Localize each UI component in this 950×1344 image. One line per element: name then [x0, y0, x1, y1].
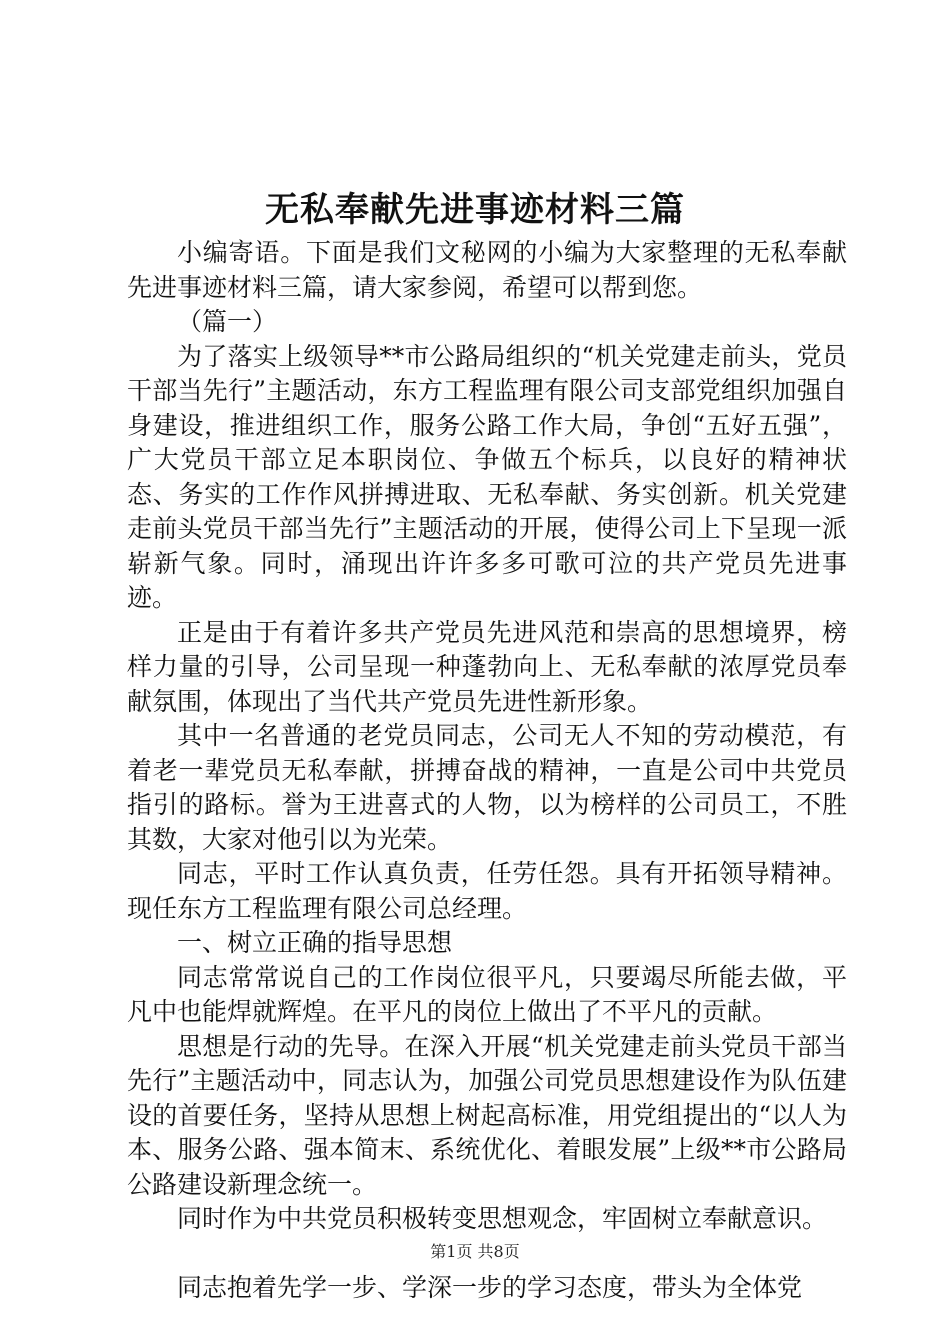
paragraph-4: 同志，平时工作认真负责，任劳任怨。具有开拓领导精神。现任东方工程监理有限公司总经理。	[127, 859, 847, 923]
paragraph-7: 同时作为中共党员积极转变思想观念，牢固树立奉献意识。	[177, 1204, 828, 1233]
document-body	[127, 236, 847, 1306]
paragraph-2: 正是由于有着许多共产党员先进风范和崇高的思想境界，榜样力量的引导，公司呈现一种蓬勃向上、无私奉献的浓厚党员奉献氛围，体现出了当代共产党员先进性新形象。	[127, 617, 847, 716]
paragraph-intro: 小编寄语。下面是我们文秘网的小编为大家整理的无私奉献先进事迹材料三篇，请大家参阅，希望可以帮到您。	[127, 238, 847, 302]
document-title: 无私奉献先进事迹材料三篇	[265, 190, 685, 230]
page-number-footer: 第1页 共8页	[430, 1242, 520, 1261]
paragraph-6: 思想是行动的先导。在深入开展“机关党建走前头党员干部当先行”主题活动中，同志认为，加强公司党员思想建设作为队伍建设的首要任务，坚持从思想上树起高标准，用党组提出的“以人为本、服务公路、强本简末、系统优化、着眼发展”上级**市公路局公路建设新理念统一。	[127, 1031, 847, 1199]
paragraph-3: 其中一名普通的老党员同志，公司无人不知的劳动模范，有着老一辈党员无私奉献，拼搏奋战的精神，一直是公司中共党员指引的路标。誉为王进喜式的人物，以为榜样的公司员工，不胜其数，大家对他引以为光荣。	[127, 721, 847, 854]
paragraph-8: 同志抱着先学一步、学深一步的学习态度，带头为全体党	[177, 1273, 803, 1302]
paragraph-section-label: （篇一）	[177, 307, 278, 336]
section-heading: 一、树立正确的指导思想	[177, 928, 453, 957]
paragraph-1: 为了落实上级领导**市公路局组织的“机关党建走前头，党员干部当先行”主题活动，东方工程监理有限公司支部党组织加强自身建设，推进组织工作，服务公路工作大局，争创“五好五强”，广大党员干部立足本职岗位、争做五个标兵，以良好的精神状态、务实的工作作风拼搏进取、无私奉献、务实创新。机关党建走前头党员干部当先行”主题活动的开展，使得公司上下呈现一派崭新气象。同时，涌现出许许多多可歌可泣的共产党员先进事迹。	[127, 341, 847, 612]
paragraph-5: 同志常常说自己的工作岗位很平凡，只要竭尽所能去做，平凡中也能焊就辉煌。在平凡的岗位上做出了不平凡的贡献。	[127, 962, 847, 1026]
